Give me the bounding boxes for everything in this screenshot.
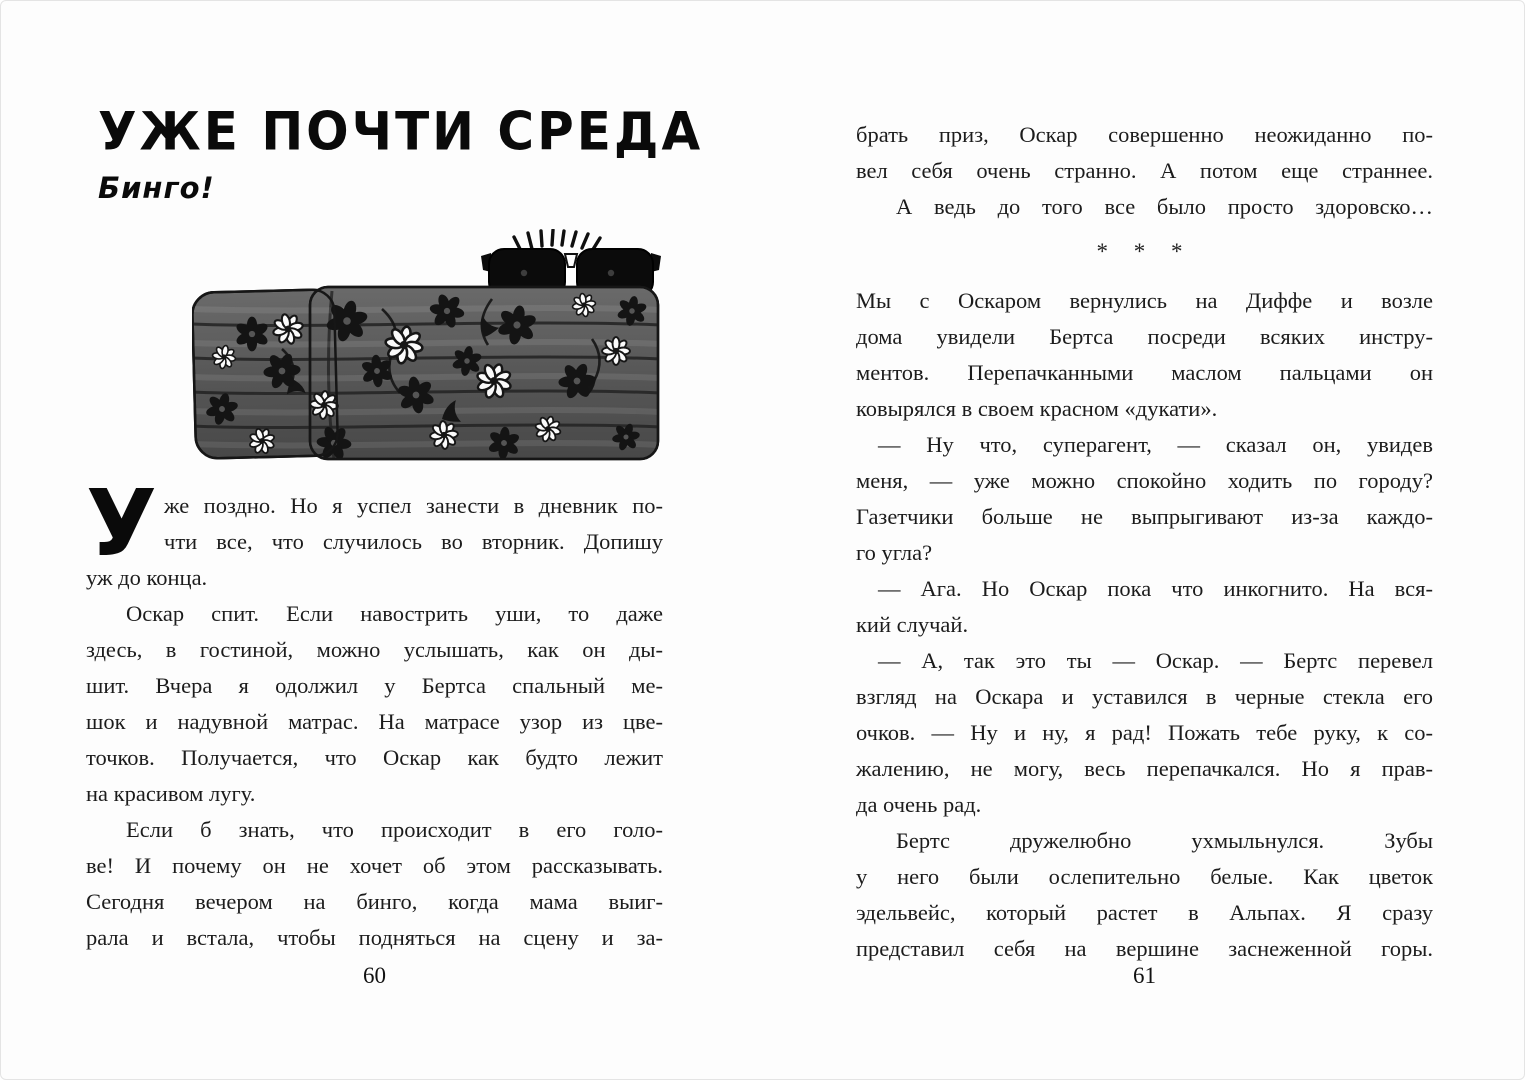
body-line: шит. Вчера я одолжил у Бертса спальный ме- [86, 673, 663, 698]
body-line: здесь, в гостиной, можно услышать, как он ды- [86, 637, 663, 662]
body-line: вел себя очень странно. А потом еще страннее. [856, 158, 1433, 183]
chapter-title: УЖЕ ПОЧТИ СРЕДА [98, 100, 704, 163]
body-line: взгляд на Оскара и уставился в черные стекла его [856, 684, 1433, 709]
body-line: на красивом лугу. [86, 781, 256, 806]
body-line: ковырялся в своем красном «дукати». [856, 396, 1218, 421]
body-line: да очень рад. [856, 792, 982, 817]
body-line: чти все, что случилось во вторник. Допишу [164, 529, 663, 554]
page-number-right: 61 [1133, 963, 1156, 988]
page-right [856, 1, 1433, 1080]
body-line: очков. — Ну и ну, я рад! Пожать тебе руку, к со- [856, 720, 1433, 745]
section-separator: * * * [1096, 239, 1193, 264]
body-line: кий случай. [856, 612, 969, 637]
body-line: — А, так это ты — Оскар. — Бертс перевел [878, 648, 1433, 673]
drop-cap: У [86, 470, 157, 577]
body-line: шок и надувной матрас. На матрасе узор из цве- [86, 709, 663, 734]
body-line: А ведь до того все было просто здоровско… [896, 194, 1433, 219]
body-line: жалению, не могу, весь перепачкался. Но я прав- [856, 756, 1433, 781]
right-page-text [856, 117, 1433, 967]
body-line: брать приз, Оскар совершенно неожиданно по- [856, 122, 1433, 147]
left-page-text [86, 470, 663, 956]
body-line: же поздно. Но я успел занести в дневник по- [164, 493, 663, 518]
body-line: ве! И почему он не хочет об этом рассказывать. [86, 853, 663, 878]
body-line: Газетчики больше не выпрыгивают из-за каждо- [856, 504, 1433, 529]
body-line: Если б знать, что происходит в его голо- [126, 817, 663, 842]
body-line: представил себя на вершине заснеженной горы. [856, 936, 1433, 961]
body-line: — Ага. Но Оскар пока что инкогнито. На вся- [878, 576, 1433, 601]
mattress-illustration [192, 229, 662, 464]
body-line: — Ну что, суперагент, — сказал он, увидев [878, 432, 1433, 457]
body-line: ментов. Перепачканными маслом пальцами он [856, 360, 1433, 385]
air-mattress [192, 286, 662, 464]
body-line: Сегодня вечером на бинго, когда мама выиг- [86, 889, 663, 914]
body-line: Бертс дружелюбно ухмыльнулся. Зубы [896, 828, 1433, 853]
page-left [86, 1, 704, 1080]
body-line: рала и встала, чтобы подняться на сцену и за- [86, 925, 663, 950]
body-line: го угла? [856, 540, 933, 565]
page-number-left: 60 [363, 963, 386, 988]
body-line: уж до конца. [86, 565, 208, 590]
body-line: Мы с Оскаром вернулись на Диффе и возле [856, 288, 1433, 313]
body-line: у него были ослепительно белые. Как цветок [856, 864, 1433, 889]
body-line: дома увидели Бертса посреди всяких инстру- [856, 324, 1433, 349]
body-line: меня, — уже можно спокойно ходить по городу? [856, 468, 1433, 493]
body-line: Оскар спит. Если навострить уши, то даже [126, 601, 663, 626]
chapter-subtitle: Бинго! [98, 171, 215, 205]
body-line: эдельвейс, который растет в Альпах. Я сразу [856, 900, 1433, 925]
body-line: точков. Получается, что Оскар как будто лежит [86, 745, 663, 770]
